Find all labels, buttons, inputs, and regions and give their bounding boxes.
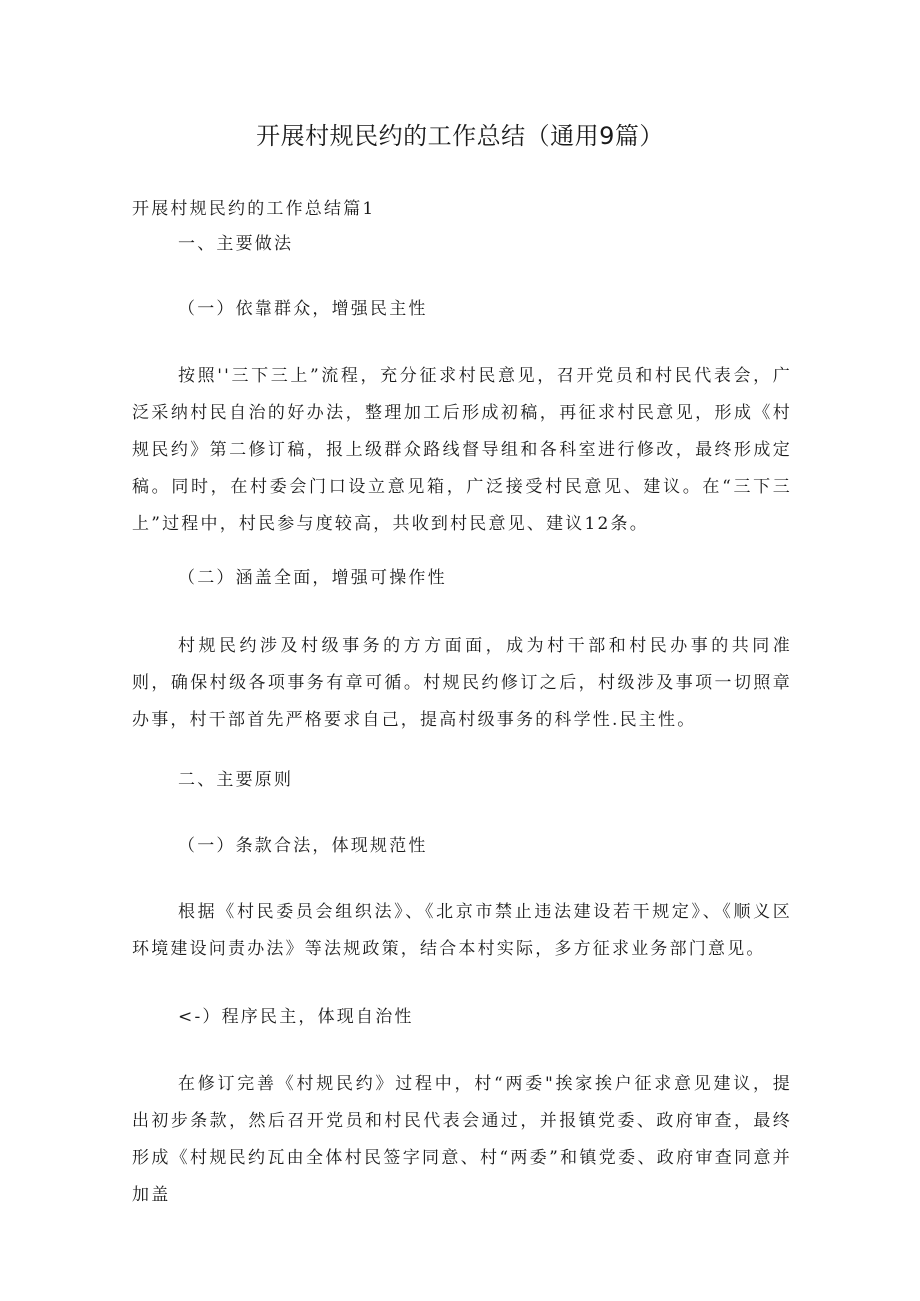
section-heading: 一、主要做法 — [178, 234, 294, 254]
body-paragraph: 按照''三下三上”流程，充分征求村民意见，召开党员和村民代表会，广泛采纳村民自治的好办法，整理加工后形成初稿，再征求村民意见，形成《村规民约》第二修订稿，报上级群众路线督导组和各科室进行修改，最终形成定稿。同时，在村委会门口设立意见箱，广泛接受村民意见、建议。在“三下三上”过程中，村民参与度较高，共收到村民意见、建议12条。 — [132, 366, 792, 534]
subsection-heading: （一）条款合法，体现规范性 — [178, 836, 428, 856]
subsection-heading: （一）依靠群众，增强民主性 — [178, 299, 428, 319]
body-paragraph: 村规民约涉及村级事务的方方面面，成为村干部和村民办事的共同准则，确保村级各项事务有章可循。村规民约修订之后，村级涉及事项一切照章办事，村干部首先严格要求自己，提高村级事务的科学性.民主性。 — [132, 636, 792, 730]
body-paragraph: 根据《村民委员会组织法》、《北京市禁止违法建设若干规定》、《顺义区环境建设问责办法》等法规政策，结合本村实际，多方征求业务部门意见。 — [132, 902, 792, 959]
subsection-heading: <-）程序民主，体现自治性 — [178, 1007, 414, 1027]
subsection-heading: （二）涵盖全面，增强可操作性 — [178, 568, 447, 588]
article-heading: 开展村规民约的工作总结篇1 — [132, 199, 376, 219]
section-heading: 二、主要原则 — [178, 770, 294, 790]
body-paragraph: 在修订完善《村规民约》过程中，村“两委"挨家挨户征求意见建议，提出初步条款，然后召开党员和村民代表会通过，并报镇党委、政府审查，最终形成《村规民约瓦由全体村民签字同意、村“两委”和镇党委、政府审查同意并加盖 — [132, 1074, 792, 1205]
document-title: 开展村规民约的工作总结（通用9篇） — [256, 122, 664, 150]
